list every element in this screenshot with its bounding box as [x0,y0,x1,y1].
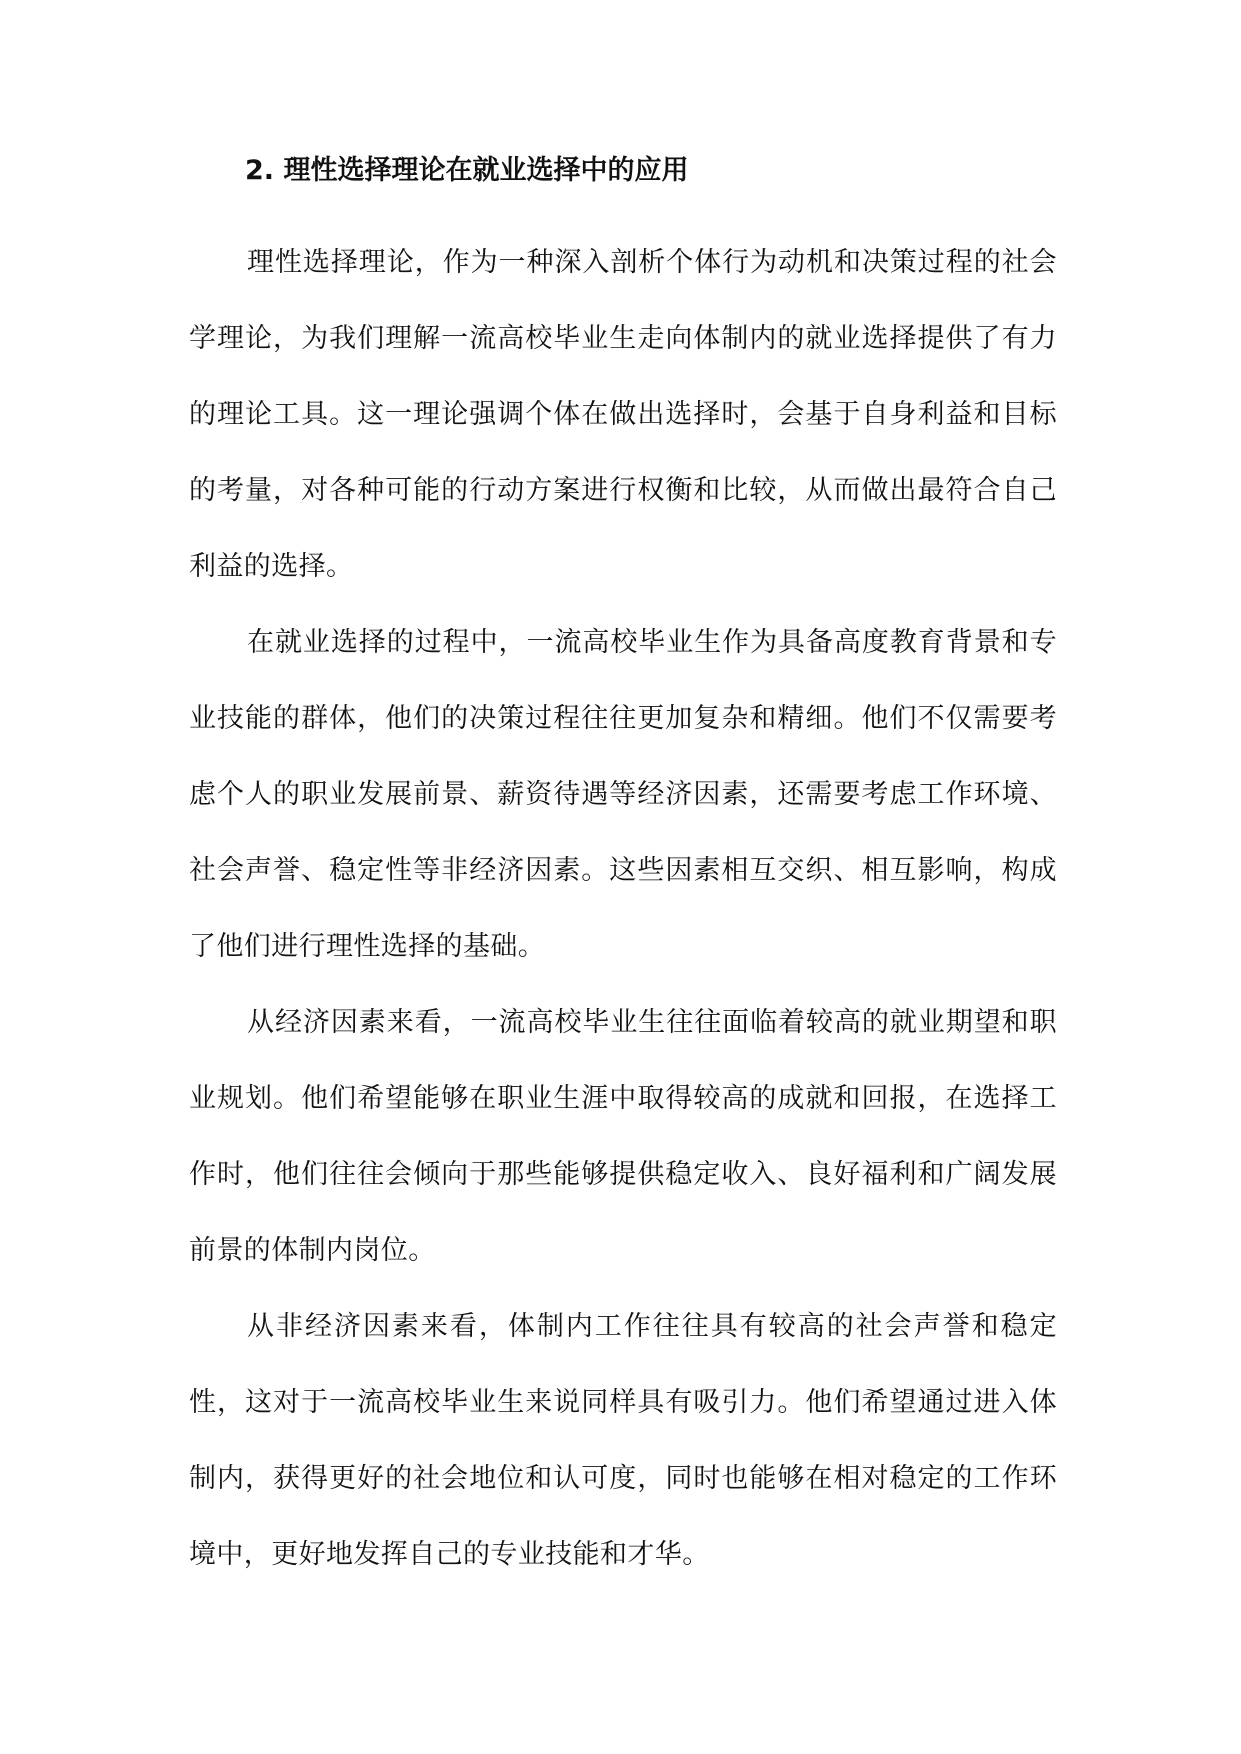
section-heading: 2. 理性选择理论在就业选择中的应用 [245,155,689,186]
paragraph-2: 在就业选择的过程中，一流高校毕业生作为具备高度教育背景和专业技能的群体，他们的决策过程往往更加复杂和精细。他们不仅需要考虑个人的职业发展前景、薪资待遇等经济因素，还需要考虑工作环境、社会声誉、稳定性等非经济因素。这些因素相互交织、相互影响，构成了他们进行理性选择的基础。 [189,627,1057,962]
body-text [189,225,1057,1593]
paragraph-1: 理性选择理论，作为一种深入剖析个体行为动机和决策过程的社会学理论，为我们理解一流高校毕业生走向体制内的就业选择提供了有力的理论工具。这一理论强调个体在做出选择时，会基于自身利益和目标的考量，对各种可能的行动方案进行权衡和比较，从而做出最符合自己利益的选择。 [189,247,1057,582]
paragraph-4: 从非经济因素来看，体制内工作往往具有较高的社会声誉和稳定性，这对于一流高校毕业生来说同样具有吸引力。他们希望通过进入体制内，获得更好的社会地位和认可度，同时也能够在相对稳定的工作环境中，更好地发挥自己的专业技能和才华。 [189,1311,1057,1570]
paragraph-3: 从经济因素来看，一流高校毕业生往往面临着较高的就业期望和职业规划。他们希望能够在职业生涯中取得较高的成就和回报，在选择工作时，他们往往会倾向于那些能够提供稳定收入、良好福利和广阔发展前景的体制内岗位。 [189,1007,1057,1266]
